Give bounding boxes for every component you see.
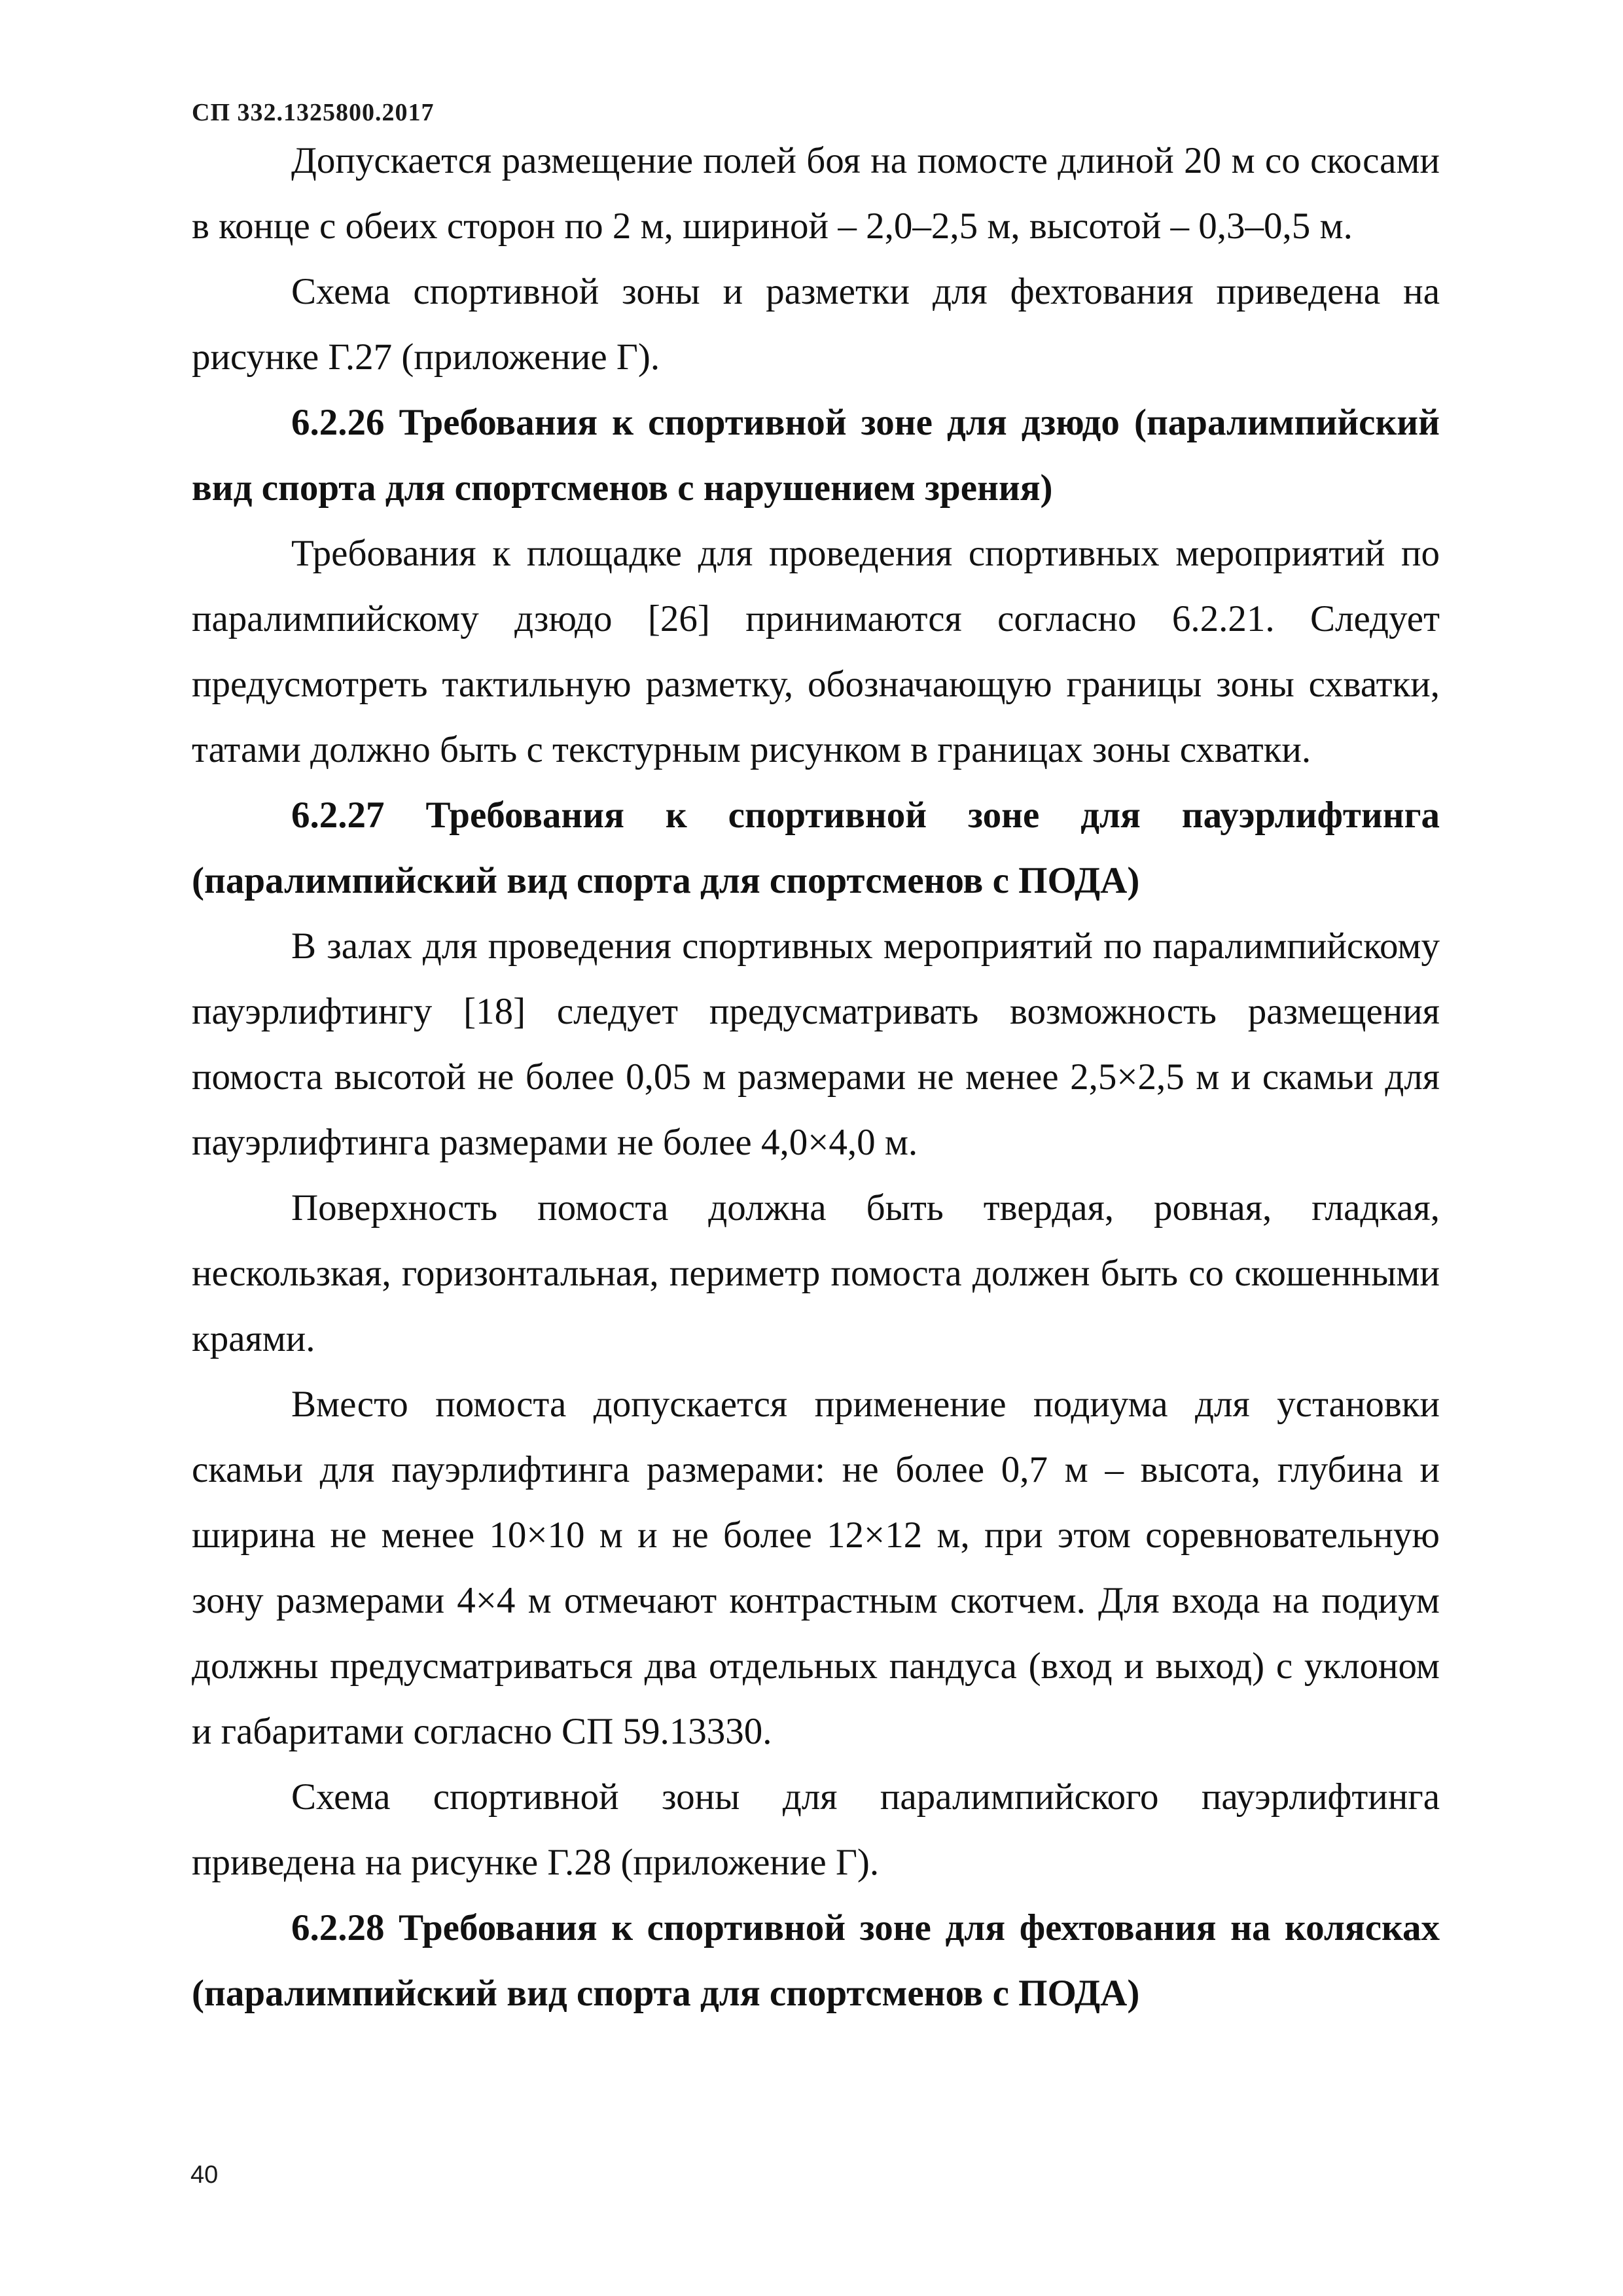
section-heading-6-2-27: 6.2.27 Требования к спортивной зоне для пауэрлифтинга (паралимпийский вид спорта для спортсменов с ПОДА) [192,795,1440,901]
page-number: 40 [190,2161,219,2189]
section-heading-6-2-28: 6.2.28 Требования к спортивной зоне для фехтования на колясках (паралимпийский вид спорта для спортсменов с ПОДА) [192,1907,1440,2014]
section-heading-6-2-26: 6.2.26 Требования к спортивной зоне для дзюдо (паралимпийский вид спорта для спортсменов с нарушением зрения) [192,402,1440,509]
document-code: СП 332.1325800.2017 [192,99,435,126]
document-body [192,128,1440,2026]
paragraph: Схема спортивной зоны для паралимпийского пауэрлифтинга приведена на рисунке Г.28 (приложение Г). [192,1776,1440,1883]
paragraph: Схема спортивной зоны и разметки для фехтования приведена на рисунке Г.27 (приложение Г). [192,271,1440,378]
paragraph: Поверхность помоста должна быть твердая, ровная, гладкая, нескользкая, горизонтальная, периметр помоста должен быть со скошенными краями. [192,1187,1440,1359]
paragraph: В залах для проведения спортивных мероприятий по паралимпийскому пауэрлифтингу [18] следует предусматривать возможность размещения помоста высотой не более 0,05 м размерами не менее 2,5×2,5 м и скамьи для пауэрлифтинга размерами не более 4,0×4,0 м. [192,925,1440,1163]
paragraph: Требования к площадке для проведения спортивных мероприятий по паралимпийскому дзюдо [26] принимаются согласно 6.2.21. Следует предусмотреть тактильную разметку, обозначающую границы зоны схватки, татами должно быть с текстурным рисунком в границах зоны схватки. [192,533,1440,770]
paragraph: Вместо помоста допускается применение подиума для установки скамьи для пауэрлифтинга размерами: не более 0,7 м – высота, глубина и ширина не менее 10×10 м и не более 12×12 м, при этом соревновательную зону размерами 4×4 м отмечают контрастным скотчем. Для входа на подиум должны предусматриваться два отдельных пандуса (вход и выход) с уклоном и габаритами согласно СП 59.13330. [192,1384,1440,1752]
paragraph: Допускается размещение полей боя на помосте длиной 20 м со скосами в конце с обеих сторон по 2 м, шириной – 2,0–2,5 м, высотой – 0,3–0,5 м. [192,140,1440,247]
